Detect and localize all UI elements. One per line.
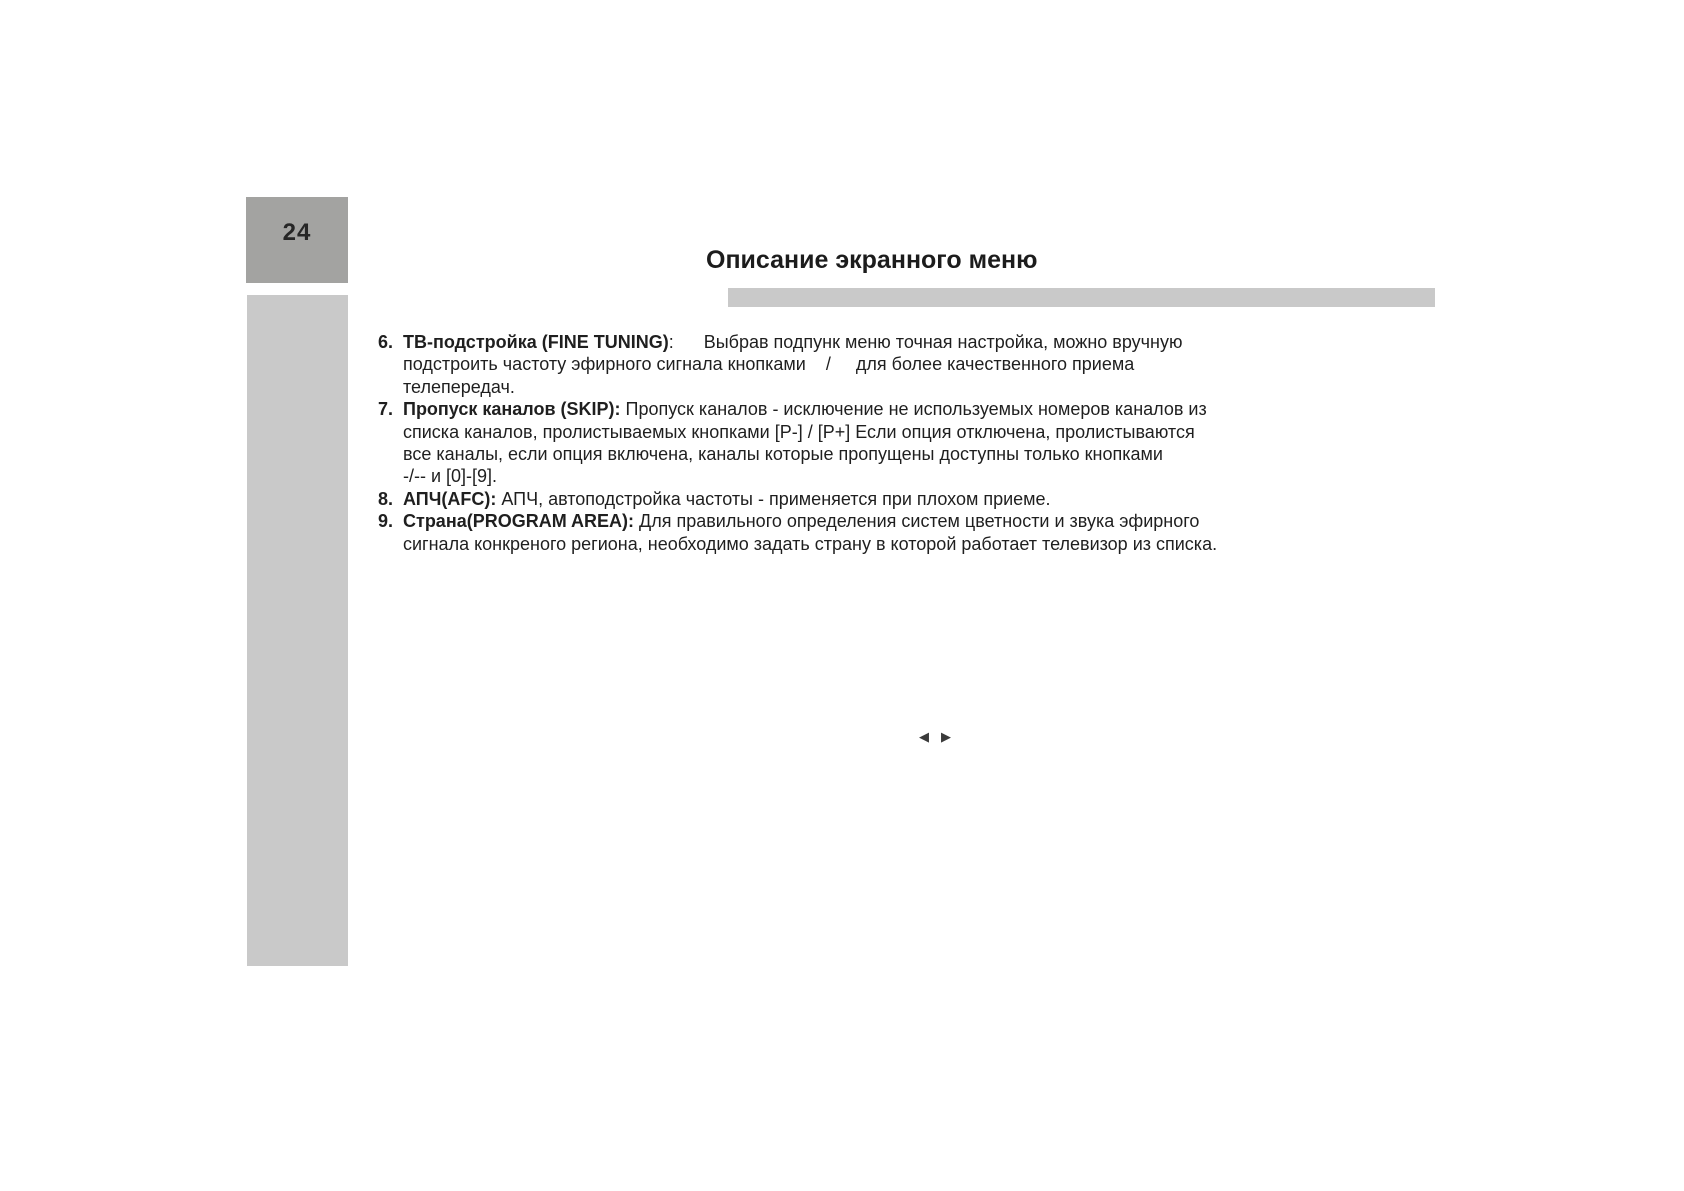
list-item-line: -/-- и [0]-[9]. — [403, 466, 498, 487]
page-number-box — [246, 197, 348, 283]
list-item-program-area — [378, 510, 1278, 555]
list-item-text: : Выбрав подпунк меню точная настройка, можно вручную — [668, 332, 1183, 352]
list-item-skip — [378, 398, 1278, 488]
prev-page-icon: ◀ — [919, 729, 929, 744]
list-item-line — [403, 331, 1278, 353]
list-item-number: 6. — [378, 332, 394, 352]
list-item-line — [403, 488, 1278, 510]
list-item-number: 7. — [378, 399, 394, 420]
list-item-fine-tuning — [378, 331, 1278, 398]
list-item-term: Пропуск каналов (SKIP): — [403, 399, 621, 420]
list-item-line: списка каналов, пролистываемых кнопками [P-] / [P+] Если опция отключена, пролистываются — [403, 421, 1195, 442]
list-item-line: сигнала конкреного региона, необходимо задать страну в которой работает телевизор из списка. — [403, 533, 1218, 554]
page-nav-arrows — [919, 730, 951, 744]
page-number: 24 — [282, 219, 312, 246]
list-item-line: подстроить частоту эфирного сигнала кнопками / для более качественного приема — [403, 354, 1135, 375]
sidebar-strip — [247, 295, 348, 966]
list-item-text: АПЧ, автоподстройка частоты - применяется при плохом приеме. — [496, 488, 1051, 509]
list-item-number: 8. — [378, 488, 394, 509]
title-underline-bar — [728, 288, 1435, 307]
list-item-text: Для правильного определения систем цветности и звука эфирного — [634, 511, 1200, 532]
list-item-text: Пропуск каналов - исключение не используемых номеров каналов из — [620, 399, 1207, 420]
page-title: Описание экранного меню — [706, 246, 1038, 274]
list-item-term: ТВ-подстройка (FINE TUNING) — [403, 332, 669, 352]
list-item-line — [403, 510, 1278, 532]
list-item-number: 9. — [378, 511, 394, 532]
next-page-icon: ▶ — [941, 729, 951, 744]
menu-description-list — [378, 331, 1278, 555]
list-item-term: АПЧ(AFC): — [403, 488, 497, 509]
list-item-line — [403, 398, 1278, 420]
list-item-term: Страна(PROGRAM AREA): — [403, 511, 635, 532]
list-item-line: все каналы, если опция включена, каналы которые пропущены доступны только кнопками — [403, 444, 1163, 465]
list-item-afc — [378, 488, 1278, 510]
list-item-line: телепередач. — [403, 376, 515, 397]
